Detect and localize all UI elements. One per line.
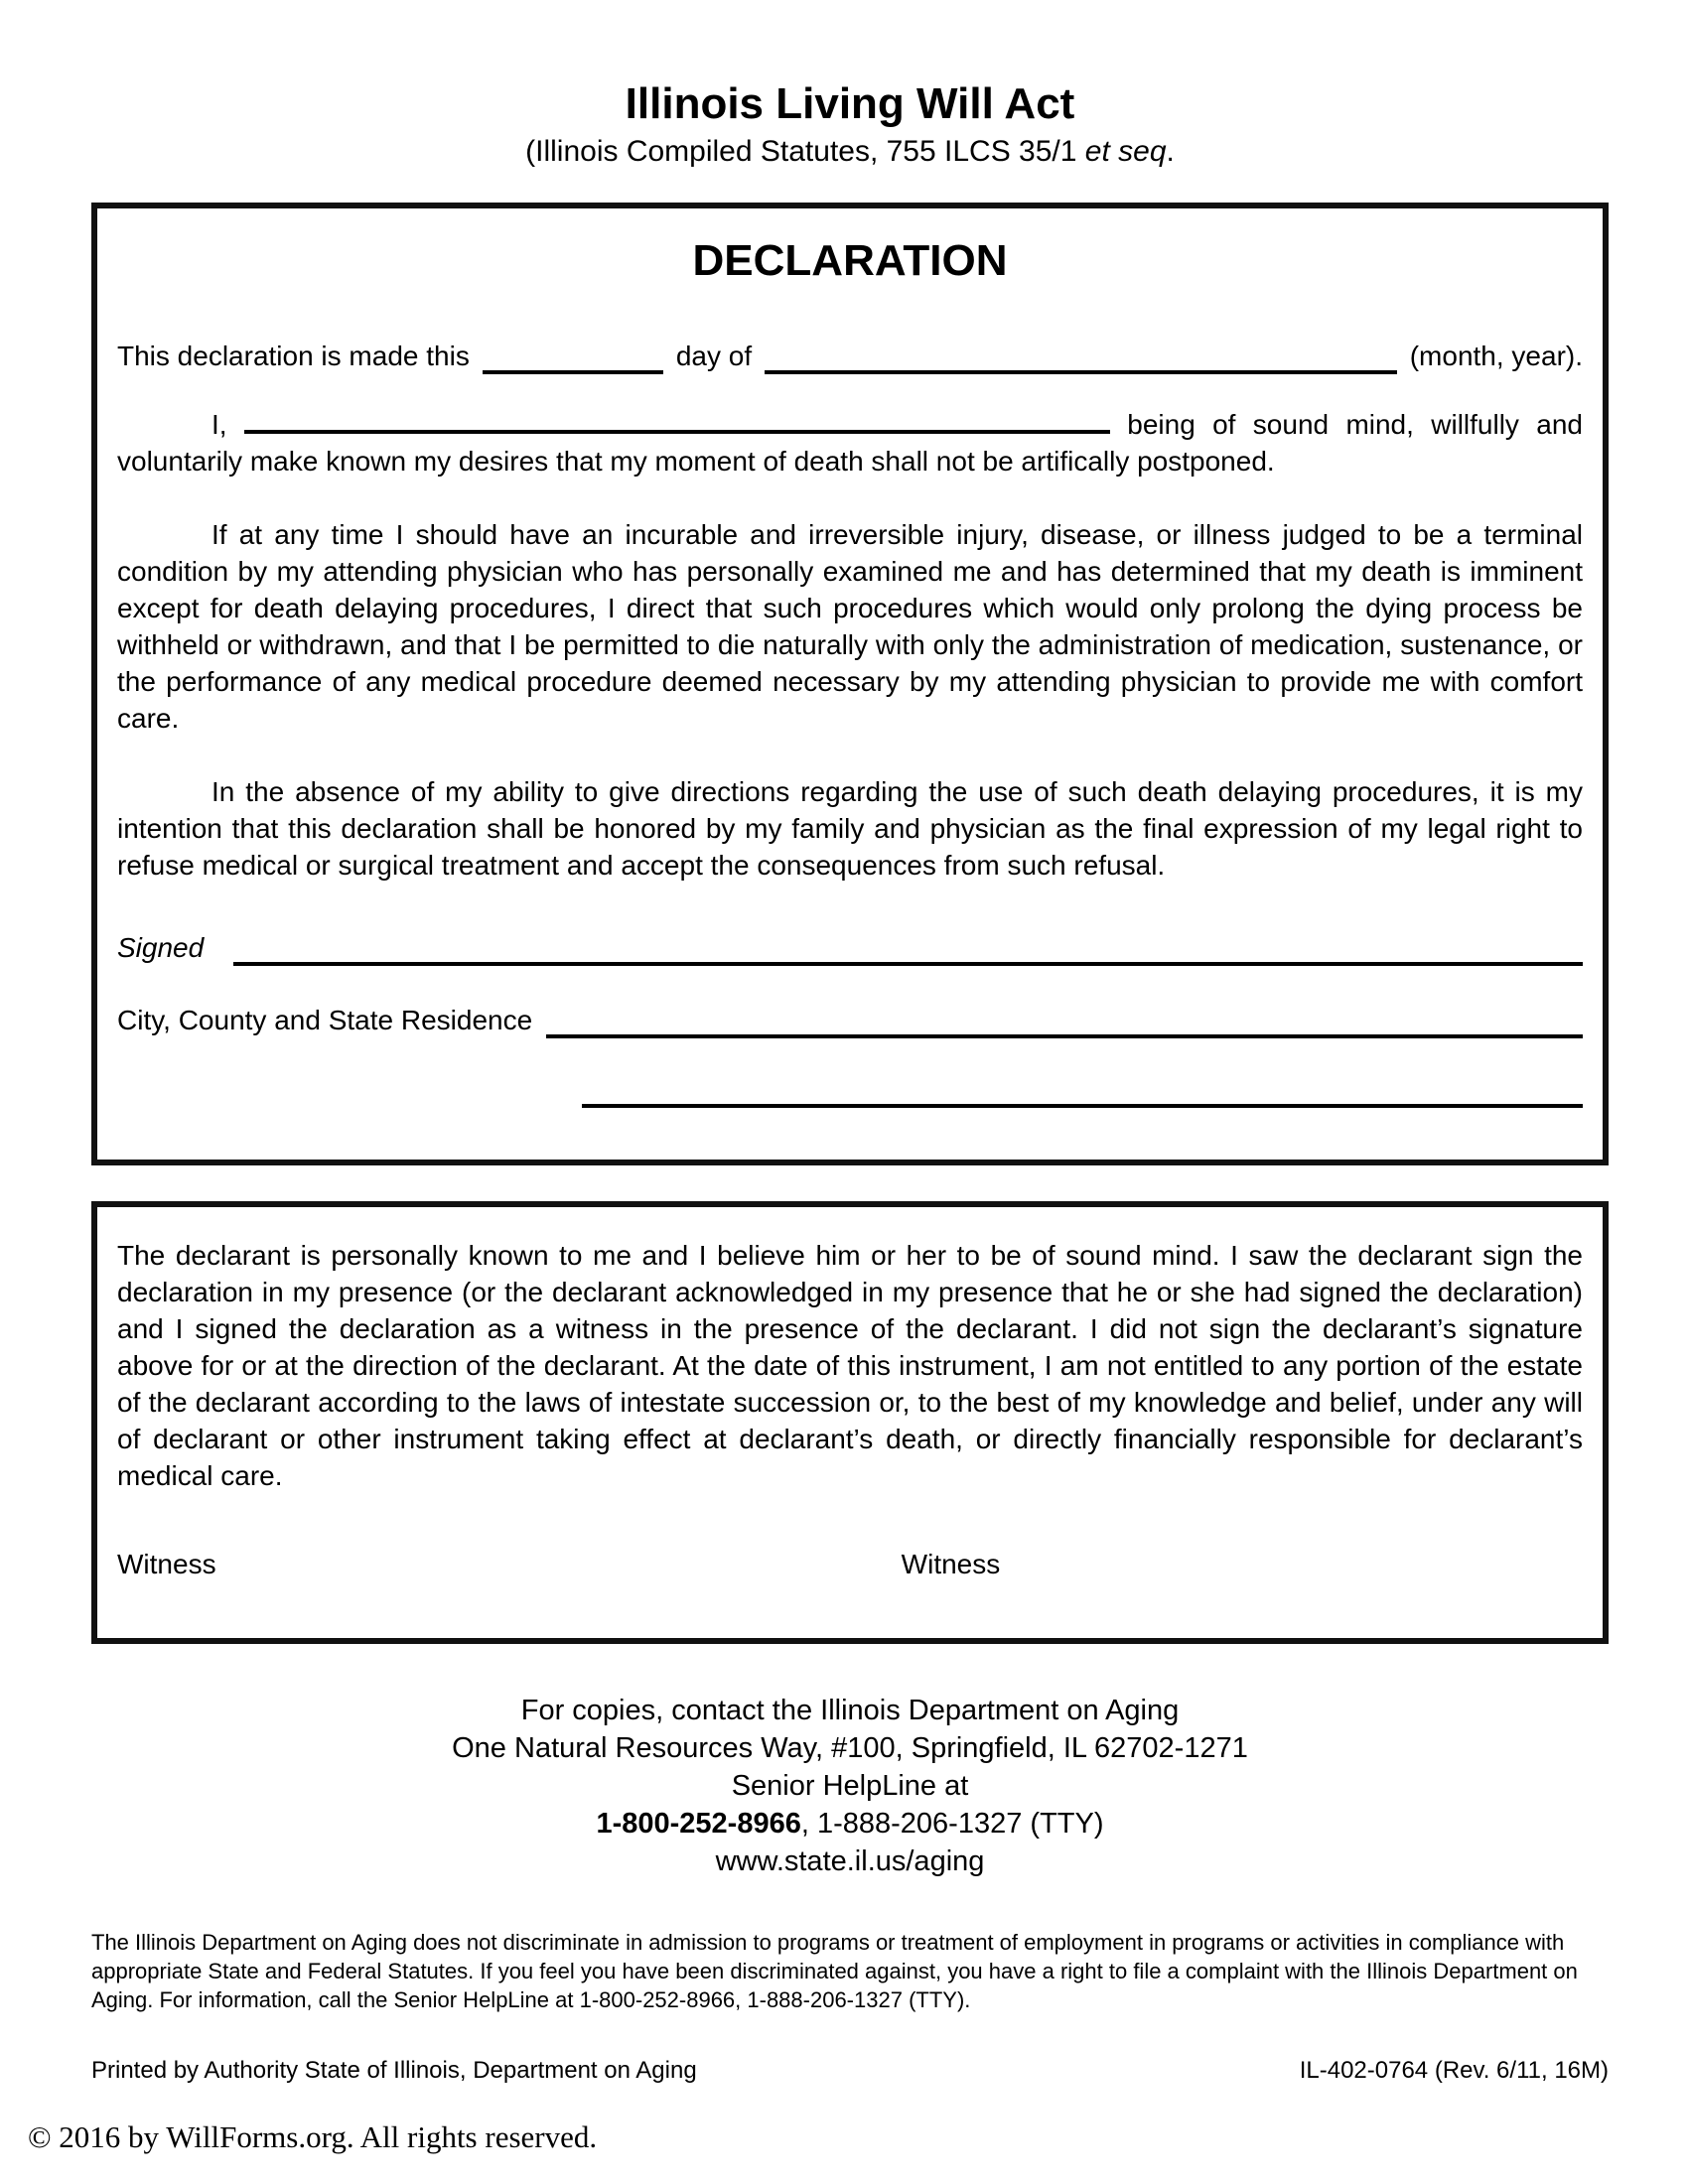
form-number: IL-402-0764 (Rev. 6/11, 16M) — [1299, 2057, 1609, 2084]
date-line — [117, 338, 1583, 374]
witness-attestation-paragraph: The declarant is personally known to me and I believe him or her to be of sound mind. I saw the declarant sign the declaration in my presence (or the declarant acknowledged in my presence that he or she had signed the declaration) and I signed the declaration as a witness in the presence of the declarant. I did not sign the declarant’s signature above for or at the direction of the declarant. At the date of this instrument, I am not entitled to any portion of the estate of the declarant according to the laws of intestate succession or, to the best of my knowledge and belief, under any will of declarant or other instrument taking effect at declarant’s death, or directly financially responsible for declarant’s medical care. — [117, 1240, 1583, 1491]
contact-line-website: www.state.il.us/aging — [715, 1845, 985, 1877]
page-title: Illinois Living Will Act — [625, 79, 1075, 128]
date-line-text-3: (month, year). — [1409, 341, 1583, 371]
absence-of-ability-paragraph: In the absence of my ability to give directions regarding the use of such death delaying procedures, it is my intention that this declaration shall be honored by my family and physician as the final expression of my legal right to refuse medical or surgical treatment and accept the consequences from such refusal. — [117, 776, 1583, 881]
contact-line-address: One Natural Resources Way, #100, Springfield, IL 62702-1271 — [452, 1732, 1248, 1764]
witness-field-1 — [117, 1546, 798, 1582]
date-line-text-2: day of — [675, 341, 753, 371]
declaration-heading: DECLARATION — [692, 236, 1008, 285]
statute-subtitle — [91, 133, 1609, 171]
witness-label-2: Witness — [901, 1549, 1001, 1579]
signed-label: Signed — [117, 932, 205, 963]
witness-box — [91, 1201, 1609, 1644]
declaration-box — [91, 203, 1609, 1165]
residence-blank-field[interactable] — [546, 1034, 1583, 1038]
document-header — [91, 0, 1609, 171]
statute-et-seq: et seq — [1084, 135, 1167, 168]
bottom-row — [91, 2056, 1609, 2086]
terminal-condition-paragraph: If at any time I should have an incurable and irreversible injury, disease, or illness judged to be a terminal condition by my attending physician who has personally examined me and has determined that my death is imminent except for death delaying procedures, I direct that such procedures which would only prolong the dying process be withheld or withdrawn, and that I be permitted to die naturally with only the administration of medication, sustenance, or the performance of any medical procedure deemed necessary by my attending physician to provide me with comfort care. — [117, 519, 1583, 734]
printed-by-authority-text: Printed by Authority State of Illinois, Department on Aging — [91, 2057, 697, 2084]
contact-block — [91, 1692, 1609, 1880]
signature-blank-field[interactable] — [233, 962, 1583, 966]
declarant-name-blank-field[interactable] — [244, 430, 1110, 434]
copyright-notice: © 2016 by WillForms.org. All rights reserved. — [28, 2119, 598, 2154]
day-blank-field[interactable] — [483, 370, 663, 374]
nondiscrimination-notice: The Illinois Department on Aging does not discriminate in admission to programs or treatment of employment in programs or activities in compliance with appropriate State and Federal Statutes. If you feel you have been discriminated against, you have a right to file a complaint with the Illinois Department on Aging. For information, call the Senior HelpLine at 1-800-252-8966, 1-888-206-1327 (TTY). — [91, 1930, 1578, 2012]
residence-row — [117, 1002, 1583, 1038]
residence-continuation-row — [117, 1104, 1583, 1108]
witness-label-1: Witness — [117, 1549, 216, 1579]
statute-period: . — [1166, 135, 1175, 168]
declarant-intro-paragraph — [117, 406, 1583, 479]
tty-phone-number: , 1-888-206-1327 (TTY) — [800, 1808, 1104, 1840]
statute-text: (Illinois Compiled Statutes, 755 ILCS 35/1 — [525, 135, 1085, 168]
helpline-phone-number: 1-800-252-8966 — [596, 1808, 801, 1840]
residence-continuation-blank-field[interactable] — [582, 1104, 1583, 1108]
witness-signature-row — [117, 1546, 1583, 1582]
intro-continuation-text: being of sound mind, willfully and voluntarily make known my desires that my moment of death shall not be artifically postponed. — [117, 409, 1583, 477]
month-year-blank-field[interactable] — [765, 370, 1397, 374]
intro-lead-text: I, — [211, 409, 244, 440]
date-line-text-1: This declaration is made this — [117, 341, 470, 371]
contact-line-copies: For copies, contact the Illinois Department on Aging — [520, 1695, 1180, 1726]
witness-field-2 — [902, 1546, 1583, 1582]
contact-line-phones — [91, 1805, 1609, 1843]
signed-row — [117, 929, 1583, 966]
contact-line-helpline: Senior HelpLine at — [731, 1770, 969, 1802]
residence-label: City, County and State Residence — [117, 1005, 533, 1035]
